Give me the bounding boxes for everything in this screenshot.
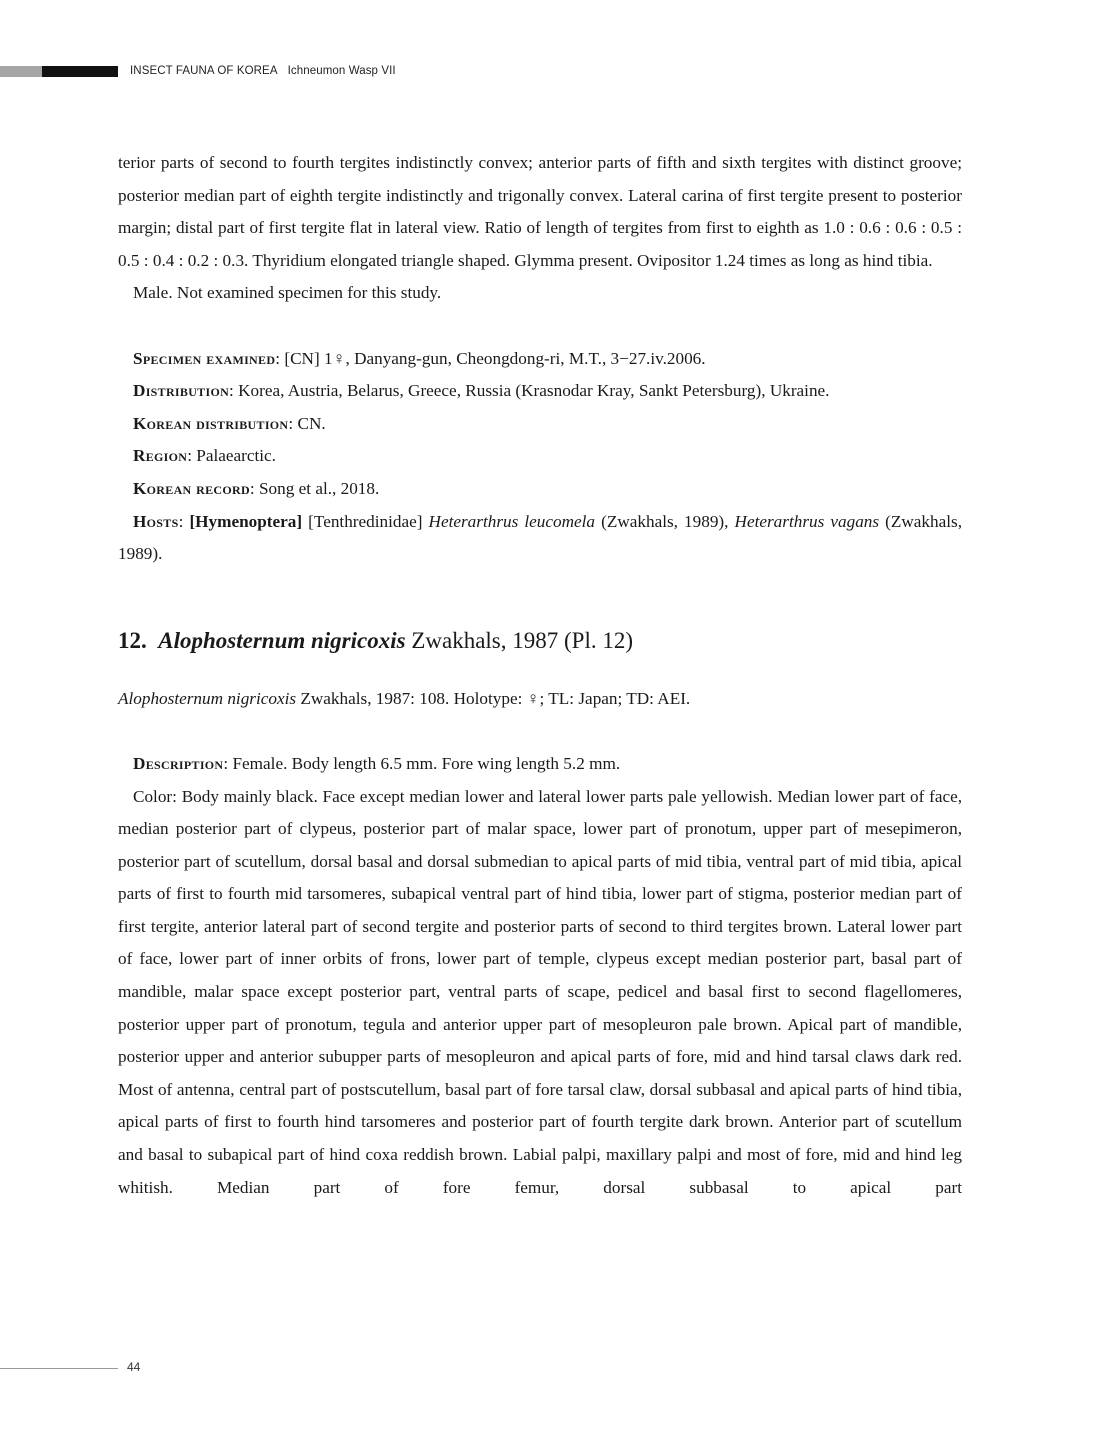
hosts [118, 506, 962, 571]
spacer [118, 661, 962, 683]
region-value: : Palaearctic. [187, 446, 276, 466]
korean-distribution-value: : CN. [288, 413, 326, 433]
header-volume: Ichneumon Wasp VII [287, 65, 396, 77]
page-number: 44 [127, 1360, 141, 1374]
hosts-label: Hosts [133, 511, 179, 531]
intro-paragraph: terior parts of second to fourth tergites indistinctly convex; anterior parts of fifth and sixth tergites with distinct groove; posterior median part of eighth tergite indistinctly and trigonally convex. Lateral carina of first tergite present to posterior margin; distal part of first tergite flat in lateral view. Ratio of length of tergites from first to eighth as 1.0 : 0.6 : 0.6 : 0.5 : 0.5 : 0.4 : 0.2 : 0.3. Thyridium elongated triangle shaped. Glymma present. Ovipositor 1.24 times as long as hind tibia. [118, 153, 962, 270]
description-value: : Female. Body length 6.5 mm. Fore wing length 5.2 mm. [223, 753, 621, 773]
region-label: Region [133, 446, 188, 466]
distribution-value: : Korea, Austria, Belarus, Greece, Russia (Krasnodar Kray, Sankt Petersburg), Ukraine. [229, 381, 830, 401]
hosts-species-1: Heterarthrus leucomela [428, 511, 596, 531]
synonym-line [118, 683, 962, 716]
spacer [118, 715, 962, 748]
region [118, 440, 962, 473]
spacer [118, 310, 962, 343]
hosts-author-2: (Zwakhals, 1989). [118, 511, 963, 564]
section-number: 12. [118, 627, 147, 653]
hosts-order: [Hymenoptera] [189, 511, 303, 531]
color-description: Color: Body mainly black. Face except median lower and lateral lower parts pale yellowish. Median lower part of face, median posterior part of clypeus, posterior part of malar space, lower part of pronotum, upper part of mesepimeron, posterior part of scutellum, dorsal basal and dorsal submedian to apical parts of mid tibia, ventral part of mid tibia, apical parts of first to fourth mid tarsomeres, subapical ventral part of hind tibia, lower part of stigma, posterior median part of first tergite, anterior lateral part of second tergite and posterior parts of second to third tergites brown. Lateral lower part of face, lower part of inner orbits of frons, lower part of temple, clypeus except median posterior part, basal part of mandible, malar space except posterior part, ventral parts of scape, pedicel and basal first to second flagellomeres, posterior upper part of pronotum, tegula and anterior upper part of mesopleuron pale brown. Apical part of mandible, posterior upper and anterior subupper parts of mesopleuron and apical parts of fore, mid and hind tarsal claws dark red. Most of antenna, central part of postscutellum, basal part of fore tarsal claw, dorsal subbasal and apical parts of hind tibia, apical parts of first to fourth hind tarsomeres and posterior part of fourth tergite dark brown. Anterior part of scutellum and basal to subapical part of hind coxa reddish brown. Labial palpi, maxillary palpi and most of fore, mid and hind leg whitish. Median part of fore femur, dorsal subbasal to apical part [118, 786, 962, 1197]
running-header [0, 66, 600, 78]
section-species-name: Alophosternum nigricoxis [158, 627, 406, 653]
distribution-label: Distribution [133, 381, 230, 401]
korean-distribution [118, 408, 962, 441]
header-series: INSECT FAUNA OF KOREA [130, 65, 278, 77]
korean-distribution-label: Korean distribution [133, 413, 289, 433]
specimen-value: : [CN] 1♀, Danyang-gun, Cheongdong-ri, M.T., 3−27.iv.2006. [275, 348, 706, 368]
header-black-bar [42, 66, 118, 77]
synonym-rest: Zwakhals, 1987: 108. Holotype: ♀; TL: Japan; TD: AEI. [296, 688, 691, 708]
description-label: Description [133, 753, 224, 773]
specimen-label: Specimen examined [133, 348, 276, 368]
korean-record-value: : Song et al., 2018. [249, 478, 380, 498]
hosts-family: [Tenthredinidae] [302, 511, 429, 531]
hosts-sep: : [178, 511, 190, 531]
korean-record-label: Korean record [133, 478, 250, 498]
section-author: Zwakhals, 1987 (Pl. 12) [405, 627, 633, 653]
korean-record [118, 473, 962, 506]
footer-rule [0, 1368, 118, 1369]
synonym-name: Alophosternum nigricoxis [118, 688, 297, 708]
specimen-examined [118, 343, 962, 376]
spacer [118, 571, 962, 621]
male-note: Male. Not examined specimen for this study. [133, 283, 442, 303]
description [118, 748, 962, 781]
section-title [118, 621, 962, 661]
header-grey-bar [0, 66, 42, 77]
page-body [118, 147, 962, 1204]
page-footer [0, 1360, 300, 1380]
hosts-author-1: (Zwakhals, 1989), [595, 511, 735, 531]
hosts-species-2: Heterarthrus vagans [734, 511, 880, 531]
header-text [130, 65, 396, 77]
distribution [118, 375, 962, 408]
